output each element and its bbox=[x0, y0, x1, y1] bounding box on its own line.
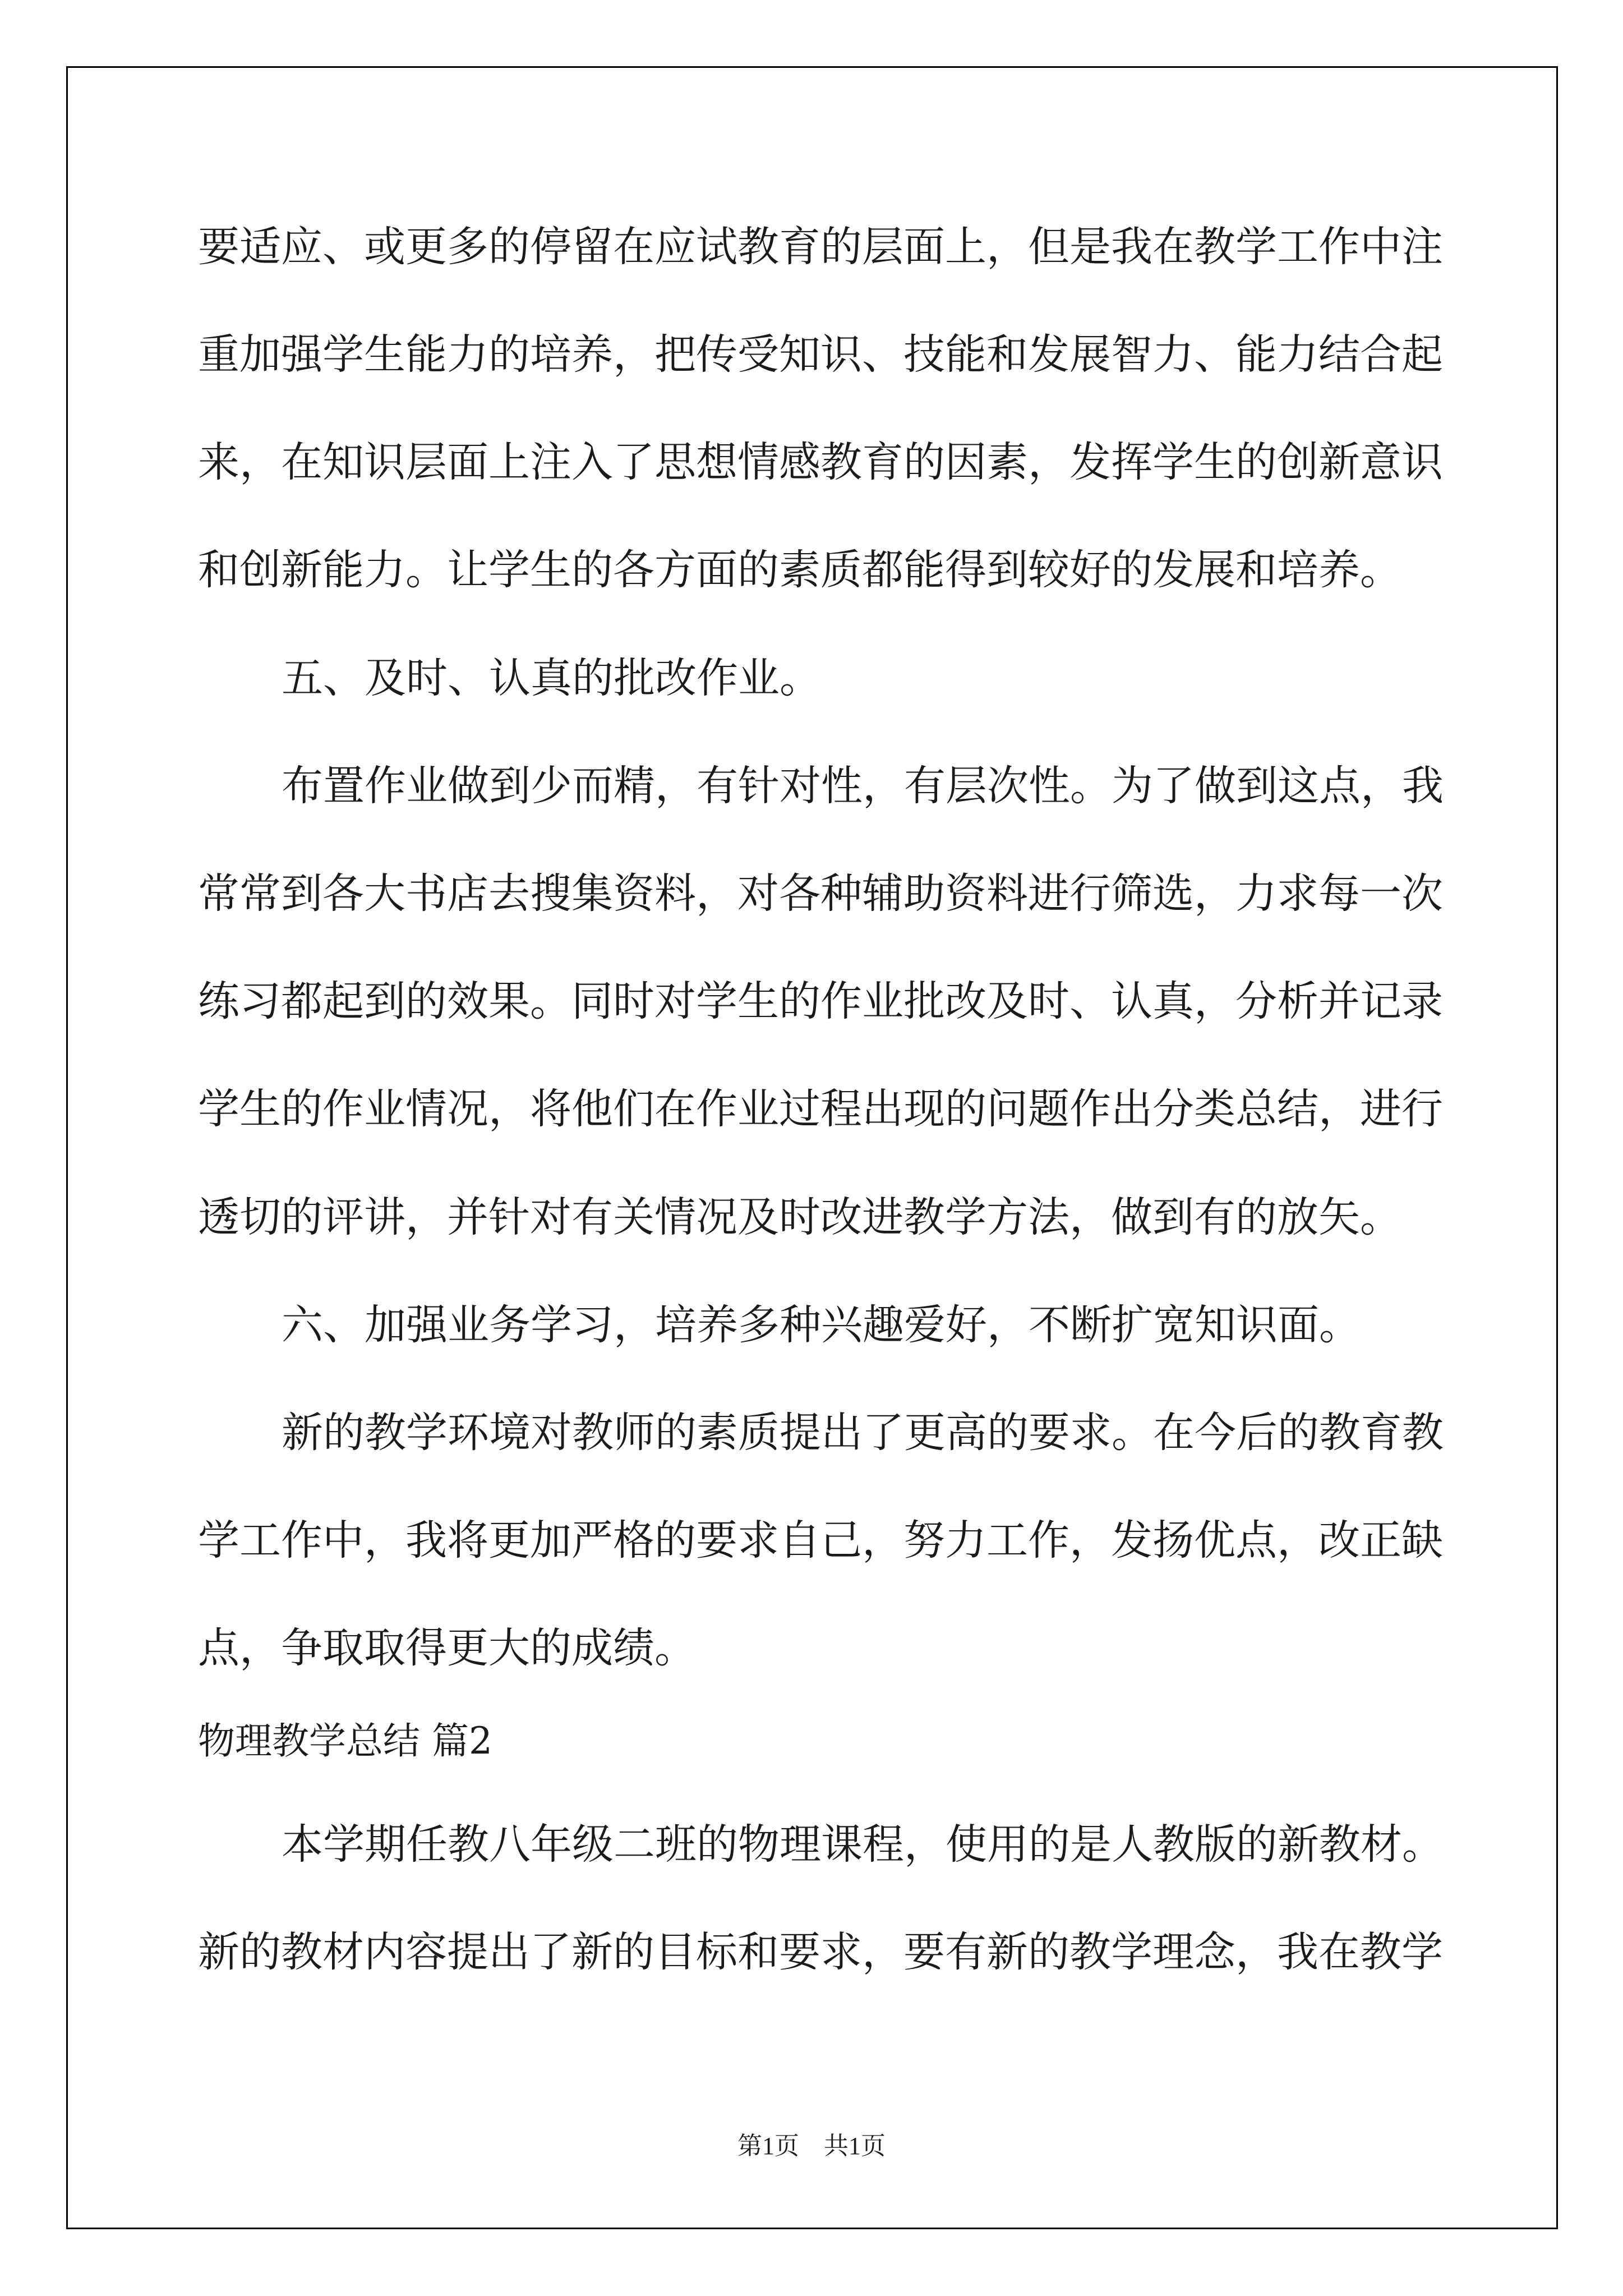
text-line: 新的教材内容提出了新的目标和要求，要有新的教学理念，我在教学 bbox=[198, 1928, 1443, 1976]
text-line: 要适应、或更多的停留在应试教育的层面上，但是我在教学工作中注 bbox=[198, 223, 1443, 271]
text-line: 来，在知识层面上注入了思想情感教育的因素，发挥学生的创新意识 bbox=[198, 438, 1443, 486]
text-line: 练习都起到的效果。同时对学生的作业批改及时、认真，分析并记录 bbox=[198, 977, 1443, 1025]
text-line: 新的教学环境对教师的素质提出了更高的要求。在今后的教育教 bbox=[282, 1409, 1444, 1457]
text-line: 本学期任教八年级二班的物理课程，使用的是人教版的新教材。 bbox=[282, 1820, 1444, 1869]
text-line: 和创新能力。让学生的各方面的素质都能得到较好的发展和培养。 bbox=[198, 546, 1401, 594]
text-line: 重加强学生能力的培养，把传受知识、技能和发展智力、能力结合起 bbox=[198, 330, 1443, 379]
text-line: 学工作中，我将更加严格的要求自己，努力工作，发扬优点，改正缺 bbox=[198, 1516, 1443, 1565]
page-footer: 第1页 共1页 bbox=[737, 2132, 886, 2160]
text-line: 透切的评讲，并针对有关情况及时改进教学方法，做到有的放矢。 bbox=[198, 1193, 1401, 1241]
text-line: 布置作业做到少而精，有针对性，有层次性。为了做到这点，我 bbox=[282, 762, 1444, 810]
text-line: 学生的作业情况，将他们在作业过程出现的问题作出分类总结，进行 bbox=[198, 1085, 1443, 1133]
section-heading: 五、及时、认真的批改作业。 bbox=[282, 654, 821, 702]
article-title: 物理教学总结 篇2 bbox=[198, 1719, 492, 1763]
text-line: 点，争取取得更大的成绩。 bbox=[198, 1624, 696, 1672]
section-heading: 六、加强业务学习，培养多种兴趣爱好，不断扩宽知识面。 bbox=[282, 1301, 1361, 1349]
text-line: 常常到各大书店去搜集资料，对各种辅助资料进行筛选，力求每一次 bbox=[198, 869, 1443, 918]
page-border bbox=[66, 66, 1558, 2229]
